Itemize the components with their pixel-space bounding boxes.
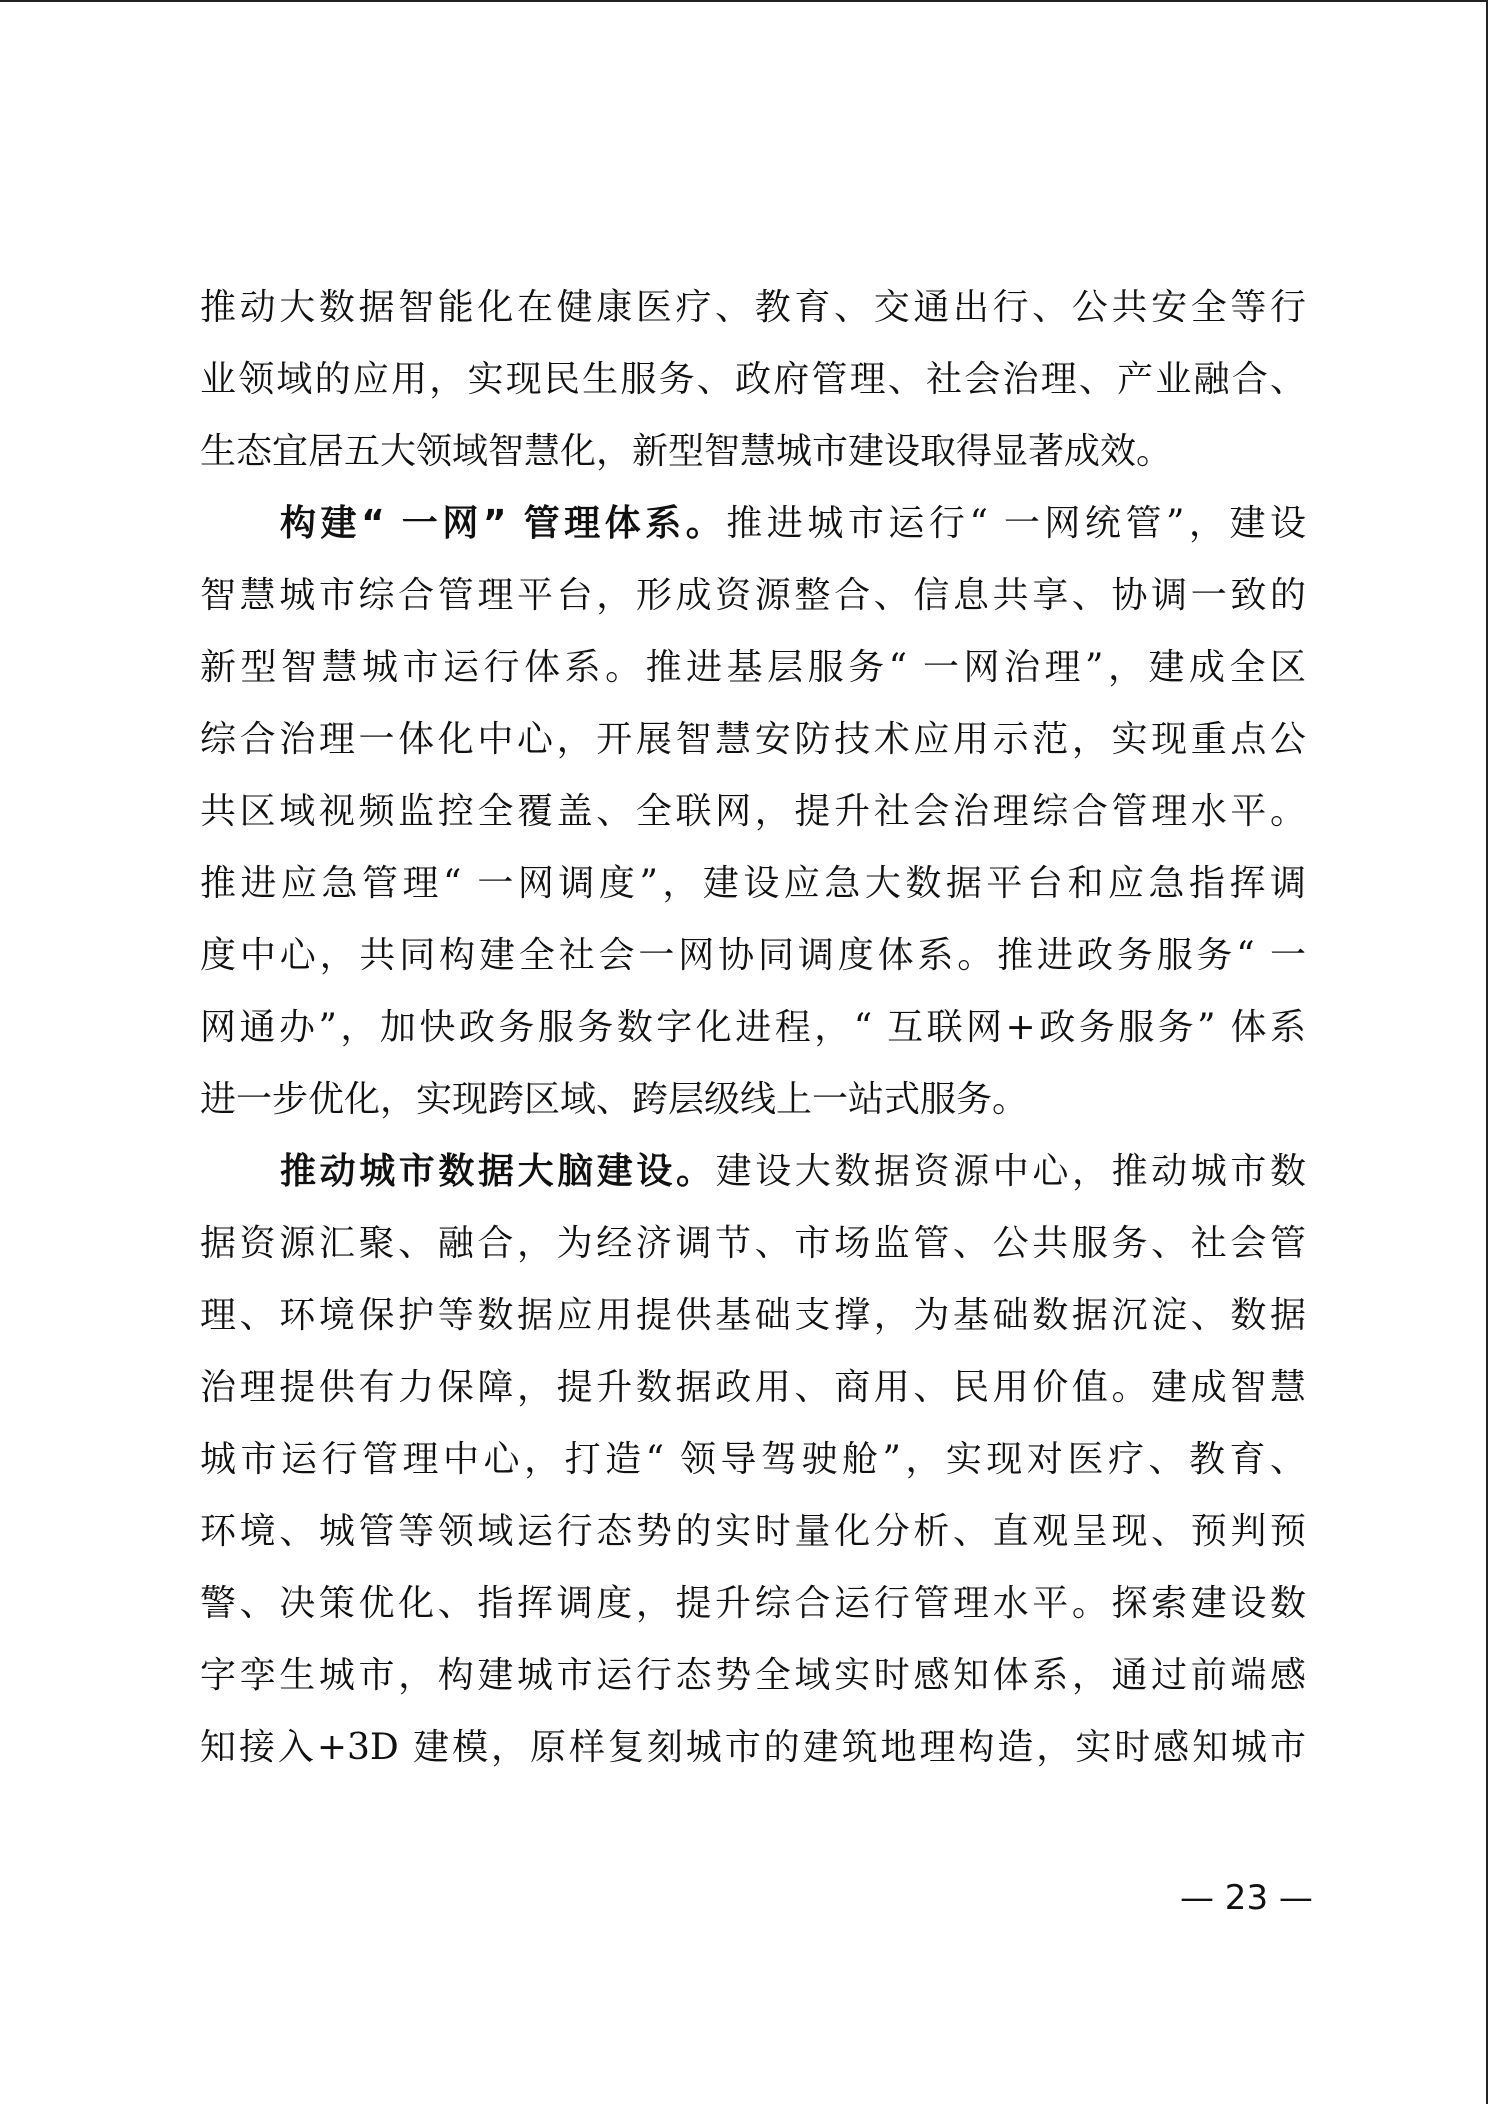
text-line: 推动大数据智能化在健康医疗、教育、交通出行、公共安全等行 [200,287,1306,328]
text-line: 治理提供有力保障，提升数据政用、商用、民用价值。建成智慧 [200,1367,1306,1408]
text-line [200,1136,1306,1208]
text-line: 共区域视频监控全覆盖、全联网，提升社会治理综合管理水平。 [200,791,1306,832]
text-run: 建设大数据资源中心，推动城市数 [715,1151,1306,1192]
text-line: 城市运行管理中心，打造“ 领导驾驶舱”，实现对医疗、教育、 [200,1439,1306,1480]
text-line: 理、环境保护等数据应用提供基础支撑，为基础数据沉淀、数据 [200,1295,1306,1336]
text-line: 综合治理一体化中心，开展智慧安防技术应用示范，实现重点公 [200,719,1306,760]
text-line: 智慧城市综合管理平台，形成资源整合、信息共享、协调一致的 [200,575,1306,616]
paragraph-2 [200,488,1306,1136]
paragraph-1 [200,272,1306,488]
text-line: 环境、城管等领域运行态势的实时量化分析、直观呈现、预判预 [200,1511,1306,1552]
page-number: — 23 — [1180,1878,1313,1918]
text-run: 推进城市运行“ 一网统管”，建设 [726,503,1306,544]
text-line: 度中心，共同构建全社会一网协同调度体系。推进政务服务“ 一 [200,935,1306,976]
text-line: 业领域的应用，实现民生服务、政府管理、社会治理、产业融合、 [200,359,1306,400]
text-line: 新型智慧城市运行体系。推进基层服务“ 一网治理”，建成全区 [200,647,1306,688]
document-body [200,272,1306,1784]
section-heading: 推动城市数据大脑建设。 [280,1151,716,1192]
section-heading: 构建“ 一网” 管理体系。 [280,503,727,544]
text-line: 推进应急管理“ 一网调度”，建设应急大数据平台和应急指挥调 [200,863,1306,904]
page-top-border [0,0,1488,2]
text-line: 进一步优化，实现跨区域、跨层级线上一站式服务。 [200,1079,1029,1120]
text-line: 生态宜居五大领域智慧化，新型智慧城市建设取得显著成效。 [200,431,1173,472]
text-line: 警、决策优化、指挥调度，提升综合运行管理水平。探索建设数 [200,1583,1306,1624]
text-line [200,488,1306,560]
text-line: 网通办”，加快政务服务数字化进程，“ 互联网+政务服务” 体系 [200,1007,1306,1048]
text-line: 字孪生城市，构建城市运行态势全域实时感知体系，通过前端感 [200,1655,1306,1696]
text-line: 知接入+3D 建模，原样复刻城市的建筑地理构造，实时感知城市 [200,1727,1306,1768]
paragraph-3 [200,1136,1306,1784]
text-line: 据资源汇聚、融合，为经济调节、市场监管、公共服务、社会管 [200,1223,1306,1264]
